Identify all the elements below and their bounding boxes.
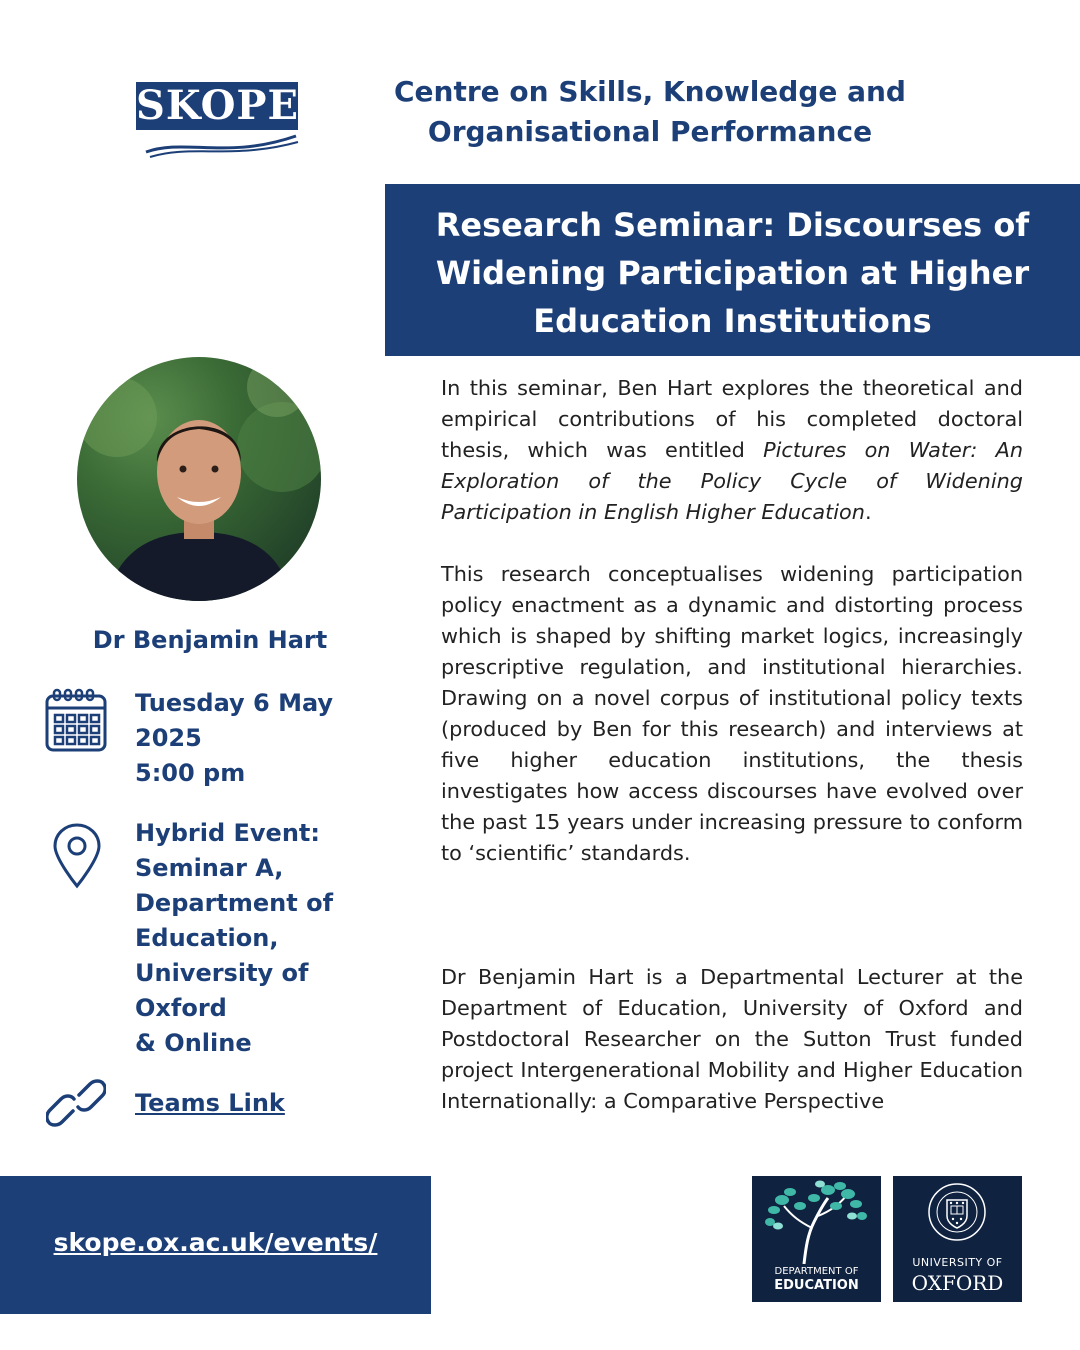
seminar-title: Research Seminar: Discourses of Widening Participation at Higher Education Institutions	[435, 206, 1030, 340]
location-line: Oxford	[135, 994, 227, 1022]
location-line: Hybrid Event:	[135, 819, 320, 847]
teams-link[interactable]: Teams Link	[135, 1089, 285, 1117]
skope-logo-text: SKOPE	[136, 82, 299, 129]
location-pin-icon	[52, 823, 102, 889]
department-of-education-logo	[752, 1176, 881, 1302]
oxford-caption-line2: OXFORD	[911, 1271, 1004, 1295]
speaker-portrait-illustration	[77, 357, 321, 601]
university-of-oxford-logo	[893, 1176, 1022, 1302]
tree-icon	[752, 1176, 881, 1264]
speaker-bio: Dr Benjamin Hart is a Departmental Lecturer at the Department of Education, University of Oxford and Postdoctoral Researcher on the Sutton Trust funded project Intergenerational Mobility and Higher Education Internationally: a Comparative Perspective	[441, 965, 1023, 1113]
location-line: Seminar A,	[135, 854, 284, 882]
organisation-name-line1: Centre on Skills, Knowledge and	[394, 75, 906, 108]
speaker-name: Dr Benjamin Hart	[92, 626, 328, 654]
calendar-icon	[44, 688, 108, 752]
thesis-title: Pictures on Water: An Exploration of the Policy Cycle of Widening Participation in English Higher Education	[441, 438, 1023, 524]
oxford-caption-line1: UNIVERSITY OF	[912, 1256, 1003, 1269]
organisation-name	[370, 72, 930, 152]
abstract-paragraph-2: This research conceptualises widening participation policy enactment as a dynamic and distorting process which is shaped by shifting market logics, increasingly prescriptive regulation, and institutional hierarchies. Drawing on a novel corpus of institutional policy texts (produced by Ben for this research) and interviews at five higher education institutions, the thesis investigates how access discourses have evolved over the past 15 years under increasing pressure to conform to ‘scientific’ standards.	[441, 562, 1023, 865]
event-date-line2: 2025	[135, 724, 202, 752]
abstract-text-end: .	[864, 500, 872, 524]
event-location	[135, 816, 375, 1061]
skope-logo	[136, 82, 300, 160]
location-line: Department of	[135, 889, 334, 917]
doe-caption-line2: EDUCATION	[774, 1278, 859, 1293]
abstract-paragraph-1	[441, 373, 1023, 528]
location-line: University of	[135, 959, 309, 987]
skope-wave-graphic	[136, 130, 300, 160]
doe-caption-line1: DEPARTMENT OF	[774, 1266, 859, 1277]
event-datetime	[135, 686, 375, 791]
location-line: & Online	[135, 1029, 252, 1057]
footer-bar	[0, 1176, 431, 1314]
oxford-crest-icon	[893, 1176, 1022, 1256]
speaker-photo	[77, 357, 321, 601]
event-date-line1: Tuesday 6 May	[135, 689, 334, 717]
location-line: Education,	[135, 924, 279, 952]
seminar-title-banner	[385, 184, 1080, 356]
abstract-text: In this seminar, Ben Hart explores the theoretical and empirical contributions of his completed doctoral thesis, which was entitled	[441, 376, 1023, 462]
event-time: 5:00 pm	[135, 759, 246, 787]
organisation-name-line2: Organisational Performance	[427, 115, 873, 148]
link-icon	[46, 1078, 106, 1128]
events-url-link[interactable]: skope.ox.ac.uk/events/	[53, 1228, 378, 1257]
